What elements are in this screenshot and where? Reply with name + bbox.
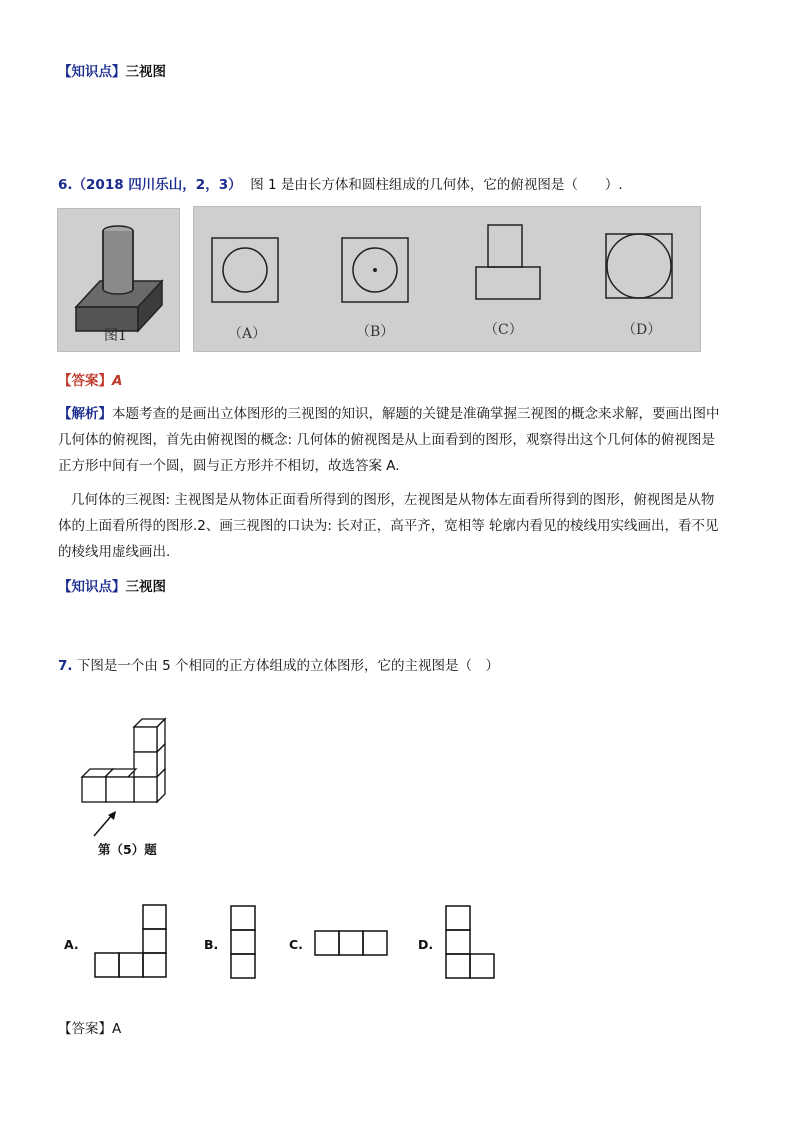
analysis-line-3: 正方形中间有一个圆，圆与正方形并不相切，故选答案 A. (58, 458, 400, 474)
answer-value: A (112, 1021, 122, 1037)
option-a-diagram (212, 238, 278, 302)
question-number: 6. (58, 177, 73, 193)
cube-stack-figure (72, 712, 202, 842)
analysis-label: 解析 (71, 406, 99, 422)
bracket-open: 【 (58, 64, 72, 80)
analysis-line-2: 几何体的俯视图，首先由俯视图的概念: 几何体的俯视图是从上面看到的图形，观察得出这个几何体的俯视图是 (58, 432, 715, 448)
figure-1-photo (57, 208, 180, 352)
option-d-diagram (444, 904, 498, 980)
option-b-label: B. (204, 937, 219, 952)
option-c-label: （C） (484, 322, 523, 338)
answer-value: A (112, 373, 123, 389)
option-a-diagram (92, 903, 168, 979)
knowledge-point-value: 三视图 (125, 64, 166, 80)
knowledge-point-label: 知识点 (71, 579, 112, 595)
analysis-6-note (58, 487, 748, 565)
note-line-3: 的棱线用虚线画出. (58, 544, 171, 560)
bracket-close: 】 (98, 406, 112, 422)
answer-6 (58, 369, 122, 389)
knowledge-point-label: 知识点 (71, 64, 112, 80)
note-line-2: 体的上面看所得的图形.2、画三视图的口诀为: 长对正，高平齐，宽相等 轮廓内看见的棱线用实线画出，看不见 (58, 518, 719, 534)
question-number: 7. (58, 658, 73, 674)
answer-7 (58, 1017, 121, 1037)
bracket-open: 【 (58, 579, 72, 595)
option-b-diagram (342, 238, 408, 302)
option-c-diagram (313, 929, 389, 959)
knowledge-point-2 (58, 575, 166, 595)
analysis-6 (58, 401, 748, 479)
bracket-close: 】 (112, 579, 126, 595)
option-c-label: C. (289, 937, 303, 952)
question-6-header (58, 173, 623, 193)
option-d-diagram (606, 234, 672, 298)
option-a-label: （A） (228, 326, 267, 342)
option-b-label: （B） (356, 324, 395, 340)
knowledge-point-value: 三视图 (125, 579, 166, 595)
analysis-text: 本题考查的是画出立体图形的三视图的知识，解题的关键是准确掌握三视图的概念来求解，要画出图中 (112, 406, 720, 422)
options-photo (193, 206, 701, 352)
answer-label: 答案 (71, 373, 99, 389)
option-d-label: （D） (622, 322, 662, 338)
bracket-close: 】 (98, 373, 112, 389)
knowledge-point-1 (58, 60, 166, 80)
question-source: （2018 四川乐山，2，3） (72, 177, 242, 193)
bracket-open: 【 (58, 1021, 72, 1037)
option-c-diagram (476, 225, 540, 299)
question-7-header (58, 654, 499, 674)
bracket-open: 【 (58, 406, 72, 422)
bracket-close: 】 (112, 64, 126, 80)
question-text: 下图是一个由 5 个相同的正方体组成的立体图形，它的主视图是（ ） (76, 658, 499, 674)
question-text: 图 1 是由长方体和圆柱组成的几何体，它的俯视图是（ ）. (250, 177, 623, 193)
bracket-open: 【 (58, 373, 72, 389)
note-line-1: 几何体的三视图: 主视图是从物体正面看所得到的图形，左视图是从物体左面看所得到的图形，俯视图是从物 (71, 492, 715, 508)
option-b-diagram (229, 904, 259, 980)
figure-1-label: 图1 (104, 328, 127, 344)
bracket-close: 】 (98, 1021, 112, 1037)
answer-label: 答案 (71, 1021, 99, 1037)
figure-caption: 第（5）题 (98, 842, 157, 857)
option-a-label: A. (64, 937, 79, 952)
analysis-line-1 (58, 401, 748, 427)
option-d-label: D. (418, 937, 434, 952)
